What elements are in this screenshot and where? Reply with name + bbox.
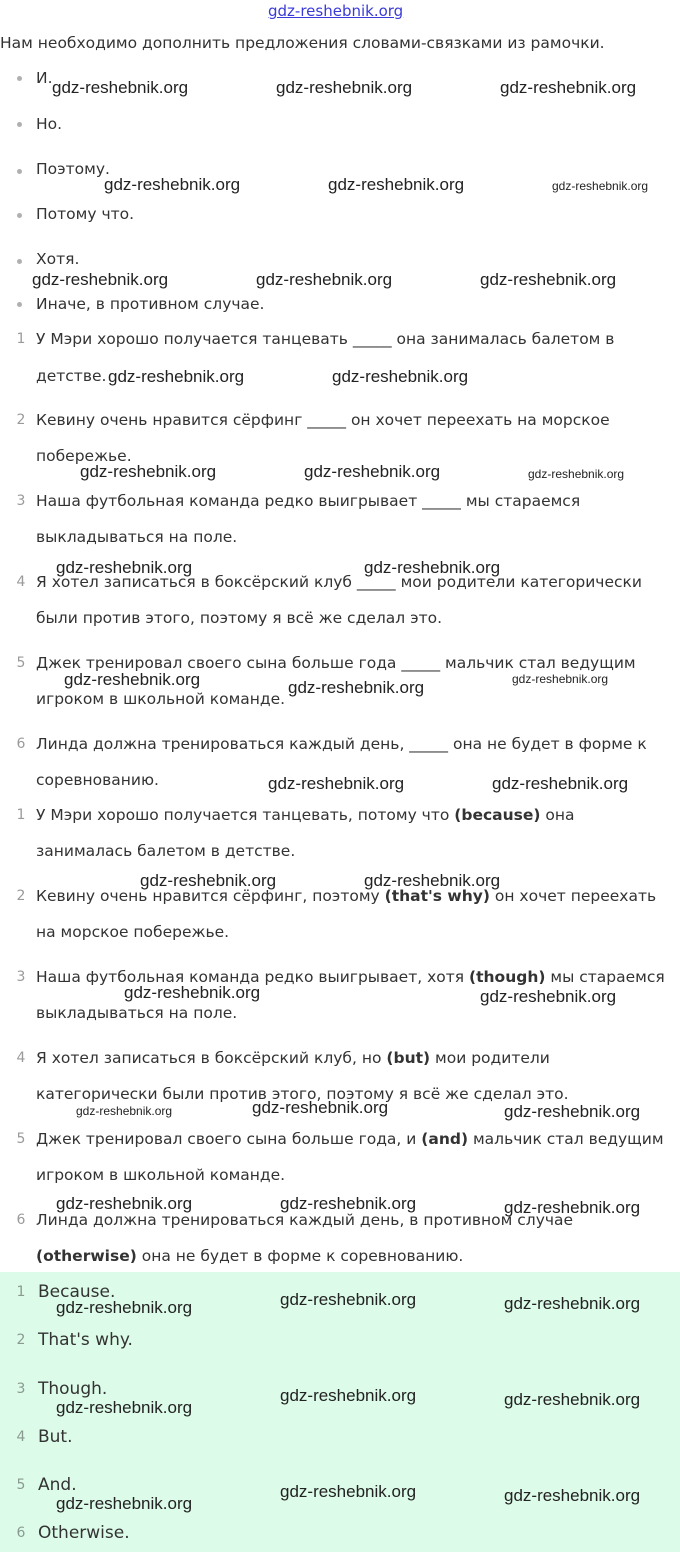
task-sentence-line: выкладываться на поле.	[36, 528, 238, 546]
watermark: gdz-reshebnik.org	[328, 175, 465, 194]
watermark: gdz-reshebnik.org	[480, 270, 617, 289]
box-word-item: Но.	[36, 115, 63, 133]
answer-item: But.	[38, 1427, 73, 1447]
answer-item: Otherwise.	[38, 1523, 130, 1543]
watermark: gdz-reshebnik.org	[280, 1290, 417, 1309]
list-number: 5	[16, 1131, 26, 1147]
answer-word: (though)	[469, 968, 546, 986]
answer-item: And.	[38, 1475, 77, 1495]
filled-sentence-line: на морское побережье.	[36, 923, 230, 941]
list-number: 6	[16, 736, 26, 752]
watermark: gdz-reshebnik.org	[140, 871, 277, 890]
filled-sentence-line: игроком в школьной команде.	[36, 1166, 286, 1184]
answer-item: Because.	[38, 1282, 116, 1302]
filled-sentence-line: категорически были против этого, поэтому я всё же сделал это.	[36, 1085, 569, 1103]
watermark: gdz-reshebnik.org	[80, 462, 217, 481]
watermark: gdz-reshebnik.org	[64, 670, 201, 689]
filled-sentence-line: Кевину очень нравится сёрфинг, поэтому (that's why) он хочет переехать	[36, 887, 657, 905]
watermark: gdz-reshebnik.org	[492, 774, 629, 793]
filled-sentence-line: (otherwise) она не будет в форме к соревнованию.	[36, 1247, 464, 1265]
task-sentence-line: Я хотел записаться в боксёрский клуб _____ мои родители категорически	[36, 573, 642, 591]
watermark: gdz-reshebnik.org	[280, 1482, 417, 1501]
list-number: 4	[16, 1429, 26, 1445]
answer-word: (otherwise)	[36, 1247, 137, 1265]
watermark: gdz-reshebnik.org	[552, 179, 649, 193]
list-number: 5	[16, 655, 26, 671]
watermark: gdz-reshebnik.org	[56, 558, 193, 577]
list-number: 3	[16, 969, 26, 985]
task-sentence-line: детстве.	[36, 367, 107, 385]
watermark: gdz-reshebnik.org	[56, 1298, 193, 1317]
answer-word: (because)	[454, 806, 541, 824]
watermark: gdz-reshebnik.org	[32, 270, 169, 289]
watermark: gdz-reshebnik.org	[512, 672, 609, 686]
watermark: gdz-reshebnik.org	[280, 1386, 417, 1405]
task-sentence-line: У Мэри хорошо получается танцевать _____ она занималась балетом в	[36, 330, 615, 348]
watermark: gdz-reshebnik.org	[528, 467, 625, 481]
task-sentence-line: Наша футбольная команда редко выигрывает _____ мы стараемся	[36, 492, 581, 510]
watermark: gdz-reshebnik.org	[504, 1390, 641, 1409]
list-number: 2	[16, 888, 26, 904]
list-number: 1	[16, 807, 26, 823]
watermark: gdz-reshebnik.org	[56, 1494, 193, 1513]
task-sentence-line: соревнованию.	[36, 771, 159, 789]
watermark: gdz-reshebnik.org	[504, 1486, 641, 1505]
box-word-item: И.	[36, 69, 53, 87]
bullet-dot	[17, 259, 22, 264]
watermark: gdz-reshebnik.org	[364, 558, 501, 577]
watermark: gdz-reshebnik.org	[56, 1398, 193, 1417]
task-sentence-line: Джек тренировал своего сына больше года _____ мальчик стал ведущим	[36, 654, 636, 672]
filled-sentence-line: Я хотел записаться в боксёрский клуб, но (but) мои родители	[36, 1049, 550, 1067]
task-sentence-line: были против этого, поэтому я всё же сделал это.	[36, 609, 443, 627]
watermark: gdz-reshebnik.org	[504, 1294, 641, 1313]
list-number: 3	[16, 493, 26, 509]
task-sentence-line: игроком в школьной команде.	[36, 690, 286, 708]
list-number: 5	[16, 1477, 26, 1493]
watermark: gdz-reshebnik.org	[480, 987, 617, 1006]
bullet-dot	[17, 76, 22, 81]
bullet-dot	[17, 213, 22, 218]
box-word-item: Хотя.	[36, 250, 80, 268]
watermark: gdz-reshebnik.org	[268, 774, 405, 793]
list-number: 6	[16, 1525, 26, 1541]
task-instruction: Нам необходимо дополнить предложения словами-связками из рамочки.	[0, 34, 605, 52]
watermark: gdz-reshebnik.org	[76, 1104, 173, 1118]
answer-word: (and)	[421, 1130, 469, 1148]
filled-sentence-line: Наша футбольная команда редко выигрывает, хотя (though) мы стараемся	[36, 968, 665, 986]
watermark: gdz-reshebnik.org	[504, 1198, 641, 1217]
filled-sentence-line: У Мэри хорошо получается танцевать, потому что (because) она	[36, 806, 575, 824]
watermark: gdz-reshebnik.org	[332, 367, 469, 386]
watermark: gdz-reshebnik.org	[252, 1098, 389, 1117]
watermark: gdz-reshebnik.org	[52, 78, 189, 97]
task-sentence-line: Кевину очень нравится сёрфинг _____ он хочет переехать на морское	[36, 411, 610, 429]
header-watermark-link[interactable]: gdz-reshebnik.org	[268, 2, 404, 20]
list-number: 6	[16, 1212, 26, 1228]
bullet-dot	[17, 169, 22, 174]
bullet-dot	[17, 122, 22, 127]
bullet-dot	[17, 302, 22, 307]
filled-sentence-line: занималась балетом в детстве.	[36, 842, 296, 860]
list-number: 4	[16, 574, 26, 590]
watermark: gdz-reshebnik.org	[124, 983, 261, 1002]
watermark: gdz-reshebnik.org	[256, 270, 393, 289]
answer-word: (that's why)	[384, 887, 490, 905]
box-word-item: Поэтому.	[36, 160, 110, 178]
watermark: gdz-reshebnik.org	[276, 78, 413, 97]
answer-item: Though.	[38, 1379, 108, 1399]
watermark: gdz-reshebnik.org	[104, 175, 241, 194]
task-sentence-line: Линда должна тренироваться каждый день, _____ она не будет в форме к	[36, 735, 647, 753]
watermark: gdz-reshebnik.org	[500, 78, 637, 97]
list-number: 4	[16, 1050, 26, 1066]
watermark: gdz-reshebnik.org	[304, 462, 441, 481]
box-word-item: Иначе, в противном случае.	[36, 295, 265, 313]
filled-sentence-line: выкладываться на поле.	[36, 1004, 238, 1022]
answer-item: That's why.	[38, 1330, 133, 1350]
list-number: 2	[16, 1332, 26, 1348]
watermark: gdz-reshebnik.org	[108, 367, 245, 386]
list-number: 1	[16, 1284, 26, 1300]
box-word-item: Потому что.	[36, 205, 135, 223]
list-number: 1	[16, 331, 26, 347]
watermark: gdz-reshebnik.org	[56, 1194, 193, 1213]
watermark: gdz-reshebnik.org	[280, 1194, 417, 1213]
answer-word: (but)	[386, 1049, 431, 1067]
watermark: gdz-reshebnik.org	[288, 678, 425, 697]
watermark: gdz-reshebnik.org	[504, 1102, 641, 1121]
list-number: 2	[16, 412, 26, 428]
task-sentence-line: побережье.	[36, 447, 132, 465]
watermark: gdz-reshebnik.org	[364, 871, 501, 890]
list-number: 3	[16, 1381, 26, 1397]
filled-sentence-line: Джек тренировал своего сына больше года, и (and) мальчик стал ведущим	[36, 1130, 664, 1148]
filled-sentence-line: Линда должна тренироваться каждый день, в противном случае	[36, 1211, 574, 1229]
